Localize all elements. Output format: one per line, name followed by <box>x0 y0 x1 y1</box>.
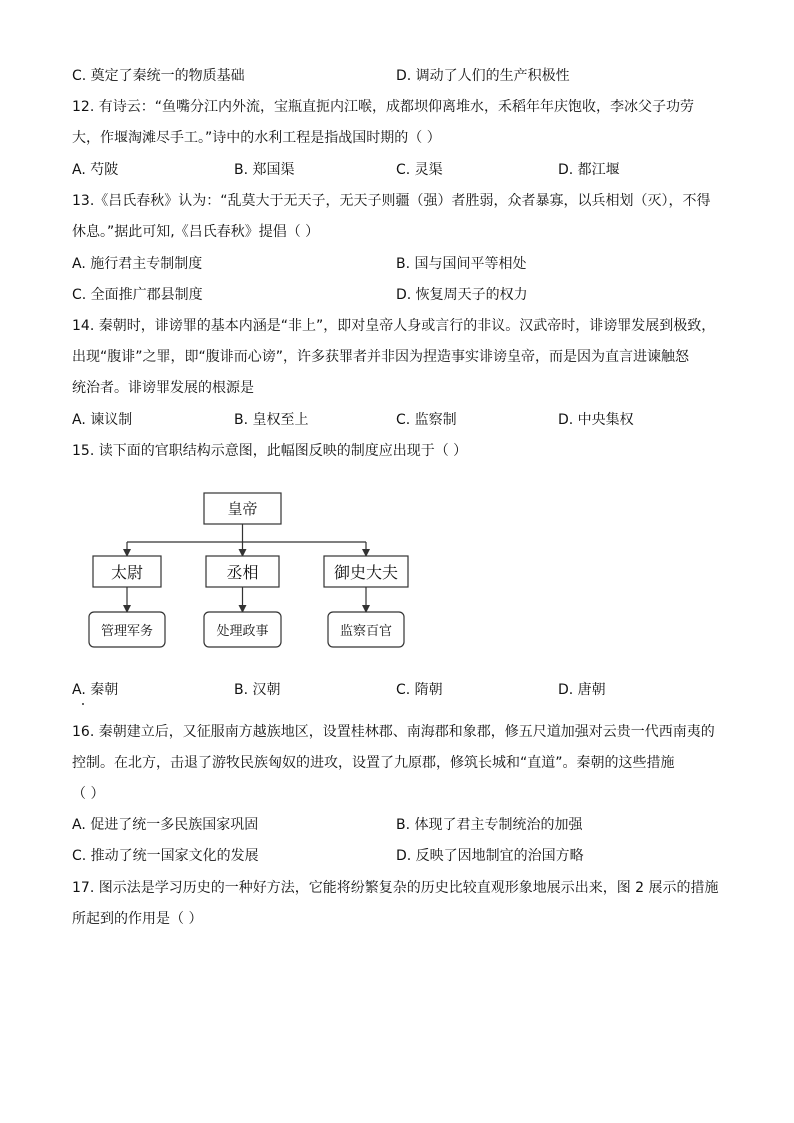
q13-option-a: A. 施行君主专制制度 <box>72 256 203 272</box>
q14-option-a: A. 谏议制 <box>72 412 133 428</box>
q15-option-d: D. 唐朝 <box>558 682 606 698</box>
q16-stem-line1: 16. 秦朝建立后，又征服南方越族地区，设置桂林郡、南海郡和象郡，修五尺道加强对云贵一代西南夷的 <box>72 724 715 740</box>
q13-stem-line1: 13.《吕氏春秋》认为：“乱莫大于无天子，无天子则疆（强）者胜弱，众者暴寡，以兵相划（灭），不得 <box>72 193 711 209</box>
q15-option-b: B. 汉朝 <box>234 682 281 698</box>
q14-option-c: C. 监察制 <box>396 412 457 428</box>
q16-option-c: C. 推动了统一国家文化的发展 <box>72 848 259 864</box>
node-taiwei-label: 太尉 <box>110 563 144 582</box>
node-military-label: 管理军务 <box>100 624 154 639</box>
stray-dot-mark <box>82 703 84 705</box>
q11-option-d: D. 调动了人们的生产积极性 <box>396 68 570 84</box>
q13-stem-line2: 休息。”据此可知,《吕氏春秋》提倡（ ） <box>72 224 320 240</box>
q14-stem-line3: 统治者。诽谤罪发展的根源是 <box>72 380 254 396</box>
node-supervise-label: 监察百官 <box>339 624 393 639</box>
q14-option-d: D. 中央集权 <box>558 412 634 428</box>
q16-stem-line2: 控制。在北方，击退了游牧民族匈奴的进攻，设置了九原郡，修筑长城和“直道”。秦朝的这些措施 <box>72 755 675 771</box>
q16-option-d: D. 反映了因地制宜的治国方略 <box>396 848 584 864</box>
q15-option-a: A. 秦朝 <box>72 682 119 698</box>
q12-option-a: A. 芍陂 <box>72 162 119 178</box>
q11-option-c: C. 奠定了秦统一的物质基础 <box>72 68 245 84</box>
q14-option-b: B. 皇权至上 <box>234 412 309 428</box>
q14-stem-line1: 14. 秦朝时，诽谤罪的基本内涵是“非上”，即对皇帝人身或言行的非议。汉武帝时，诽谤罪发展到极致， <box>72 318 716 334</box>
q15-option-c: C. 隋朝 <box>396 682 443 698</box>
node-politics-label: 处理政事 <box>216 624 269 639</box>
q16-option-b: B. 体现了君主专制统治的加强 <box>396 817 583 833</box>
q15-stem-line1: 15. 读下面的官职结构示意图，此幅图反映的制度应出现于（ ） <box>72 443 468 459</box>
q12-option-d: D. 都江堰 <box>558 162 620 178</box>
q16-option-a: A. 促进了统一多民族国家巩固 <box>72 817 259 833</box>
q17-stem-line1: 17. 图示法是学习历史的一种好方法，它能将纷繁复杂的历史比较直观形象地展示出来，图 2 展示的措施 <box>72 880 719 896</box>
q14-stem-line2: 出现“腹诽”之罪，即“腹诽而心谤”，许多获罪者并非因为捏造事实诽谤皇帝，而是因为直言进谏触怒 <box>72 349 690 365</box>
q12-option-c: C. 灵渠 <box>396 162 443 178</box>
q12-option-b: B. 郑国渠 <box>234 162 295 178</box>
q12-stem-line2: 大，作堰淘滩尽手工。”诗中的水利工程是指战国时期的（ ） <box>72 130 441 146</box>
node-chengxiang-label: 丞相 <box>226 563 259 582</box>
q17-stem-line2: 所起到的作用是（ ） <box>72 911 203 927</box>
q13-option-c: C. 全面推广郡县制度 <box>72 287 203 303</box>
q13-option-b: B. 国与国间平等相处 <box>396 256 527 272</box>
q12-stem-line1: 12. 有诗云：“鱼嘴分江内外流，宝瓶直扼内江喉，成都坝仰离堆水，禾稻年年庆饱收，李冰父子功劳 <box>72 99 694 115</box>
q16-stem-line3: （ ） <box>72 786 105 802</box>
q13-option-d: D. 恢复周天子的权力 <box>396 287 528 303</box>
node-yushidafu-label: 御史大夫 <box>333 563 399 582</box>
node-emperor-label: 皇帝 <box>227 500 258 518</box>
